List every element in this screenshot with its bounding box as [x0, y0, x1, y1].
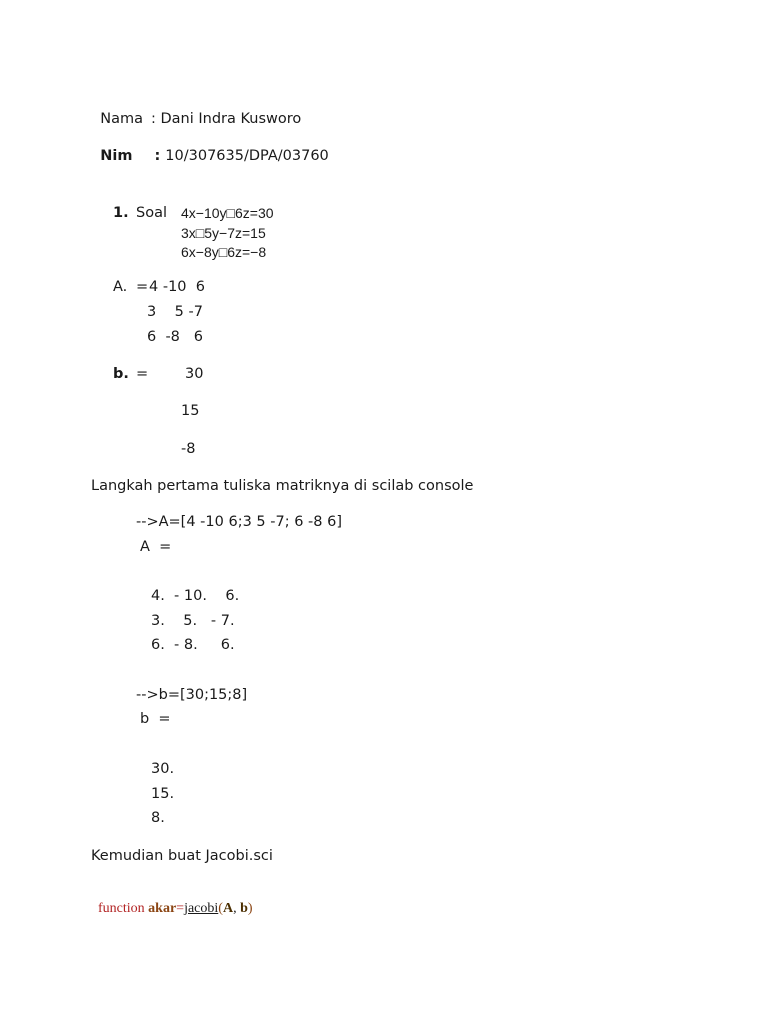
nim-separator: : [154, 148, 166, 164]
console-b-command: -->b=[30;15;8] [136, 687, 248, 703]
equation-1: 4x−10y□6z=30 [181, 205, 274, 221]
step-1-text: Langkah pertama tuliska matriknya di scilab console [91, 478, 474, 494]
nim-value: 10/307635/DPA/03760 [165, 148, 329, 164]
console-a-row-3: 6. - 8. 6. [151, 637, 235, 653]
code-arg-1: A [222, 901, 234, 916]
code-function-name: jacobi [184, 901, 219, 916]
console-b-row-1: 30. [151, 761, 175, 777]
nim-line [91, 129, 329, 165]
code-output: akar [148, 901, 177, 916]
vector-b-label: b. [113, 366, 129, 382]
nama-line [91, 92, 301, 128]
console-b-echo: b = [140, 711, 171, 727]
code-line [91, 882, 253, 918]
nim-label: Nim [100, 148, 133, 164]
matrix-a-eq: = [136, 279, 149, 295]
console-b-row-2: 15. [151, 786, 175, 802]
vector-b-value-2: 15 [181, 403, 200, 419]
code-arg-2: b [240, 901, 248, 916]
step-2-text: Kemudian buat Jacobi.sci [91, 848, 273, 864]
equation-3: 6x−8y□6z=−8 [181, 244, 267, 260]
matrix-a-label: A. [113, 279, 128, 295]
code-open-paren: ( [218, 901, 223, 916]
matrix-a-row-2: 3 5 -7 [147, 304, 203, 320]
nama-value: Dani Indra Kusworo [160, 111, 302, 127]
console-b-row-3: 8. [151, 810, 165, 826]
nama-separator: : [150, 111, 161, 127]
vector-b-value-1: 30 [185, 366, 204, 382]
nama-label: Nama [100, 111, 143, 127]
question-number: 1. [113, 205, 129, 221]
question-label: Soal [136, 205, 167, 221]
vector-b-eq: = [136, 366, 149, 382]
matrix-a-row-1: 4 -10 6 [149, 279, 205, 295]
matrix-a-row-3: 6 -8 6 [147, 329, 203, 345]
console-a-command: -->A=[4 -10 6;3 5 -7; 6 -8 6] [136, 514, 342, 530]
vector-b-value-3: -8 [181, 441, 196, 457]
console-a-row-1: 4. - 10. 6. [151, 588, 240, 604]
code-close-paren: ) [247, 901, 253, 916]
console-a-row-2: 3. 5. - 7. [151, 613, 235, 629]
console-a-echo: A = [140, 539, 172, 555]
code-keyword: function [98, 901, 145, 916]
code-comma: , [233, 901, 241, 916]
code-eq: = [176, 901, 185, 916]
equation-2: 3x□5y−7z=15 [181, 225, 266, 241]
